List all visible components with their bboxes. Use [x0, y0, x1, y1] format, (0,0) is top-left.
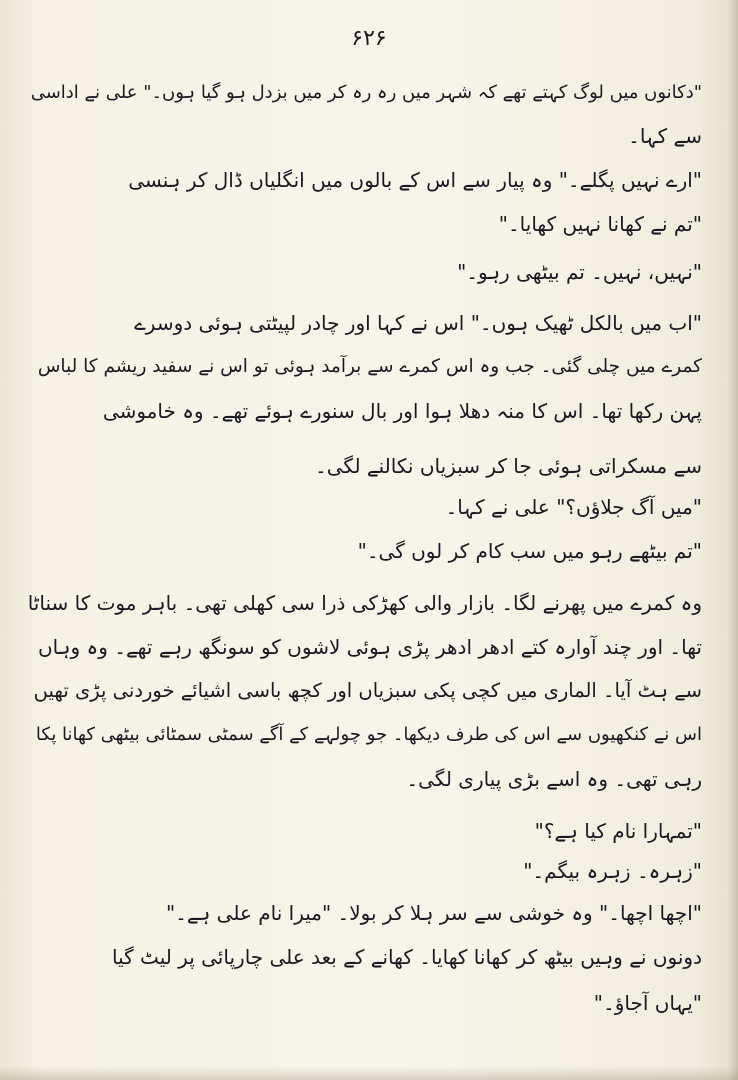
text-line: "نہیں، نہیں۔ تم بیٹھی رہو۔" [457, 260, 702, 284]
text-line: سے ہٹ آیا۔ الماری میں کچی پکی سبزیاں اور کچھ باسی اشیائے خوردنی پڑی تھیں [33, 679, 702, 702]
text-line: "تم نے کھانا نہیں کھایا۔" [498, 212, 702, 236]
text-line: "دکانوں میں لوگ کہتے تھے کہ شہر میں رہ رہ کر میں بزدل ہو گیا ہوں۔" علی نے اداسی [30, 82, 702, 103]
text-line: "تم بیٹھے رہو میں سب کام کر لوں گی۔" [357, 539, 702, 563]
text-line: "اب میں بالکل ٹھیک ہوں۔" اس نے کہا اور چادر لپیٹتی ہوئی دوسرے [134, 311, 702, 335]
page-edge-shadow-right [728, 0, 738, 1080]
text-line: سے مسکراتی ہوئی جا کر سبزیاں نکالنے لگی۔ [315, 454, 702, 478]
text-line: "یہاں آجاؤ۔" [593, 991, 702, 1015]
text-line: پہن رکھا تھا۔ اس کا منہ دھلا ہوا اور بال سنورے ہوئے تھے۔ وہ خاموشی [102, 399, 702, 423]
page-number: ۶۲۶ [351, 26, 387, 51]
text-line: دونوں نے وہیں بیٹھ کر کھانا کھایا۔ کھانے کے بعد علی چارپائی پر لیٹ گیا [112, 945, 702, 969]
text-line: سے کہا۔ [628, 124, 702, 148]
text-line: کمرے میں چلی گئی۔ جب وہ اس کمرے سے برآمد ہوئی تو اس نے سفید ریشم کا لباس [37, 356, 702, 377]
text-line: وہ کمرے میں پھرنے لگا۔ بازار والی کھڑکی ذرا سی کھلی تھی۔ باہر موت کا سناٹا [27, 591, 702, 615]
page-edge-shadow-bottom [0, 1066, 738, 1080]
text-line: "اچھا اچھا۔" وہ خوشی سے سر ہلا کر بولا۔ "میرا نام علی ہے۔" [165, 901, 702, 925]
text-line: تھا۔ اور چند آوارہ کتے ادھر ادھر پڑی ہوئی لاشوں کو سونگھ رہے تھے۔ وہ وہاں [37, 635, 702, 659]
text-line: "زہرہ۔ زہرہ بیگم۔" [523, 859, 702, 883]
text-line: "تمہارا نام کیا ہے؟" [534, 819, 702, 843]
text-line: "ارے نہیں پگلے۔" وہ پیار سے اس کے بالوں میں انگلیاں ڈال کر ہنسی [128, 168, 702, 192]
text-line: "میں آگ جلاؤں؟" علی نے کہا۔ [445, 495, 702, 519]
text-line: اس نے کنکھیوں سے اس کی طرف دیکھا۔ جو چولہے کے آگے سمٹی سمٹائی بیٹھی کھانا پکا [35, 724, 702, 745]
text-line: رہی تھی۔ وہ اسے بڑی پیاری لگی۔ [406, 767, 702, 791]
